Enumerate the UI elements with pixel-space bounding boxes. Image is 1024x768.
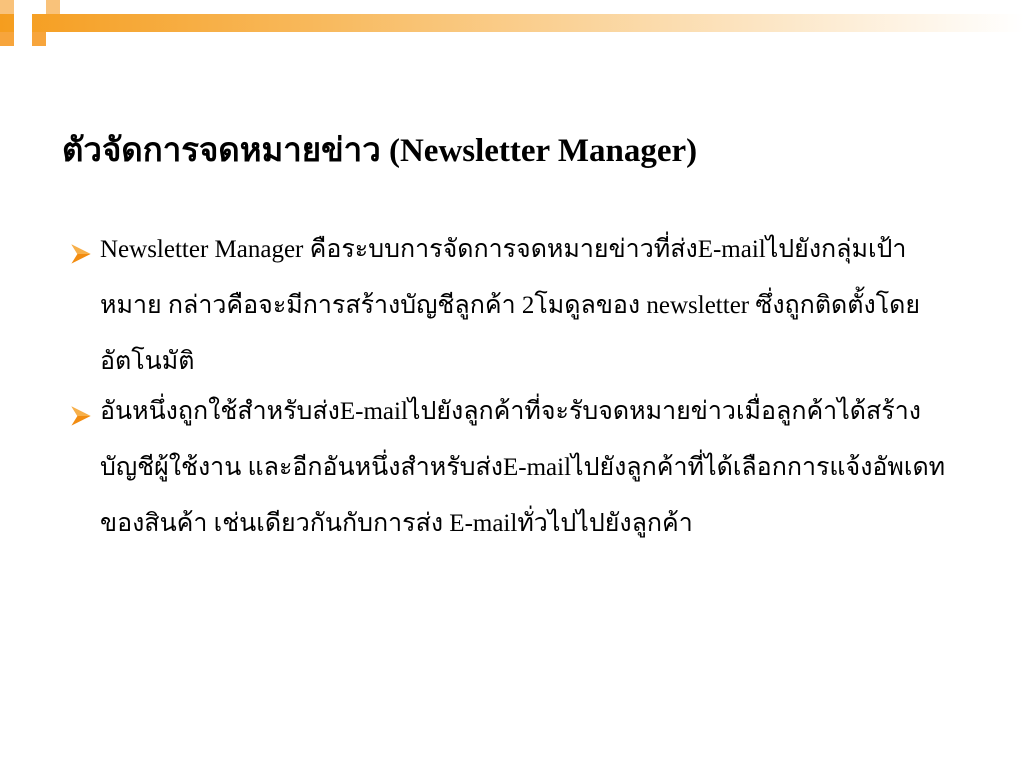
arrow-bullet-icon bbox=[62, 242, 100, 266]
bullet-text: Newsletter Manager คือระบบการจัดการจดหมายข่าวที่ส่งE-mailไปยังกลุ่มเป้าหมาย กล่าวคือจะมีการสร้างบัญชีลูกค้า 2โมดูลของ newsletter ซึ่งถูกติดตั้งโดยอัตโนมัติ bbox=[100, 236, 921, 375]
corner-decoration bbox=[14, 14, 32, 32]
corner-decoration bbox=[46, 0, 60, 14]
bullet-item bbox=[62, 396, 962, 552]
slide-title: ตัวจัดการจดหมายข่าว (Newsletter Manager) bbox=[62, 133, 698, 170]
corner-decoration bbox=[0, 32, 14, 46]
bullet-text: อันหนึ่งถูกใช้สำหรับส่งE-mailไปยังลูกค้าที่จะรับจดหมายข่าวเมื่อลูกค้าได้สร้างบัญชีผู้ใช้งาน และอีกอันหนึ่งสำหรับส่งE-mailไปยังลูกค้าที่ได้เลือกการแจ้งอัพเดทของสินค้า เช่นเดียวกันกับการส่ง E-mailทั่วไปไปยังลูกค้า bbox=[100, 398, 946, 537]
top-accent-band bbox=[0, 14, 1024, 32]
bullet-item bbox=[62, 234, 962, 390]
corner-decoration bbox=[32, 32, 46, 46]
bullet-list bbox=[62, 234, 962, 558]
corner-decoration bbox=[0, 0, 14, 14]
arrow-bullet-icon bbox=[62, 404, 100, 428]
